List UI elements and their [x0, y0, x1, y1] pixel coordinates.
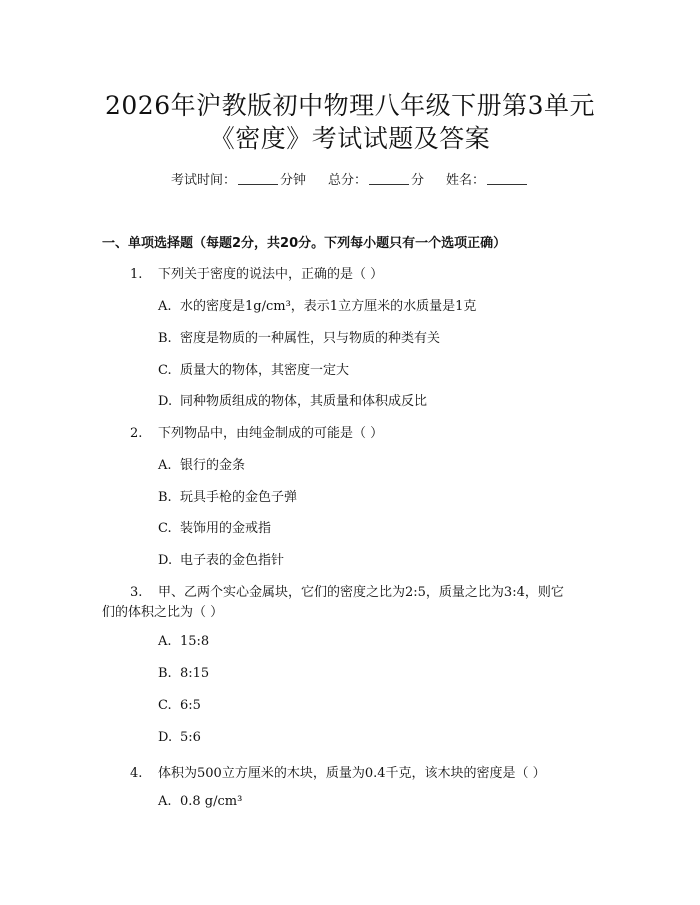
question-text: 体积为500立方厘米的木块，质量为0.4千克，该木块的密度是（ ）	[158, 766, 546, 781]
option-text: 水的密度是1g/cm³，表示1立方厘米的水质量是1克	[180, 299, 477, 314]
option-text: 5:6	[180, 730, 201, 745]
q2-option-a	[158, 454, 245, 473]
question-3	[130, 581, 564, 600]
option-letter: A.	[158, 634, 172, 649]
option-text: 密度是物质的一种属性，只与物质的种类有关	[180, 331, 441, 346]
option-text: 银行的金条	[180, 458, 246, 473]
q2-option-b	[158, 486, 297, 505]
option-letter: C.	[158, 698, 172, 713]
q4-option-a	[158, 794, 242, 809]
question-number: 3.	[130, 585, 143, 600]
option-text: 装饰用的金戒指	[180, 521, 272, 536]
q1-option-a	[158, 295, 476, 314]
q1-option-c	[158, 359, 349, 378]
question-1	[130, 263, 383, 282]
option-text: 0.8 g/cm³	[180, 794, 243, 809]
name-label: 姓名：	[446, 173, 486, 188]
document-title-line-1: 2026年沪教版初中物理八年级下册第3单元	[104, 91, 596, 120]
question-text: 下列物品中，由纯金制成的可能是（ ）	[158, 426, 384, 441]
option-letter: B.	[158, 331, 172, 346]
option-letter: D.	[158, 730, 173, 745]
option-letter: B.	[158, 490, 172, 505]
option-letter: C.	[158, 521, 172, 536]
option-text: 电子表的金色指针	[180, 553, 285, 568]
question-2	[130, 422, 383, 441]
q3-option-c	[158, 698, 201, 713]
option-letter: A.	[158, 458, 172, 473]
time-unit: 分钟	[279, 173, 306, 188]
option-letter: B.	[158, 666, 172, 681]
q1-option-b	[158, 327, 440, 346]
q3-option-d	[158, 730, 201, 745]
option-letter: A.	[158, 794, 172, 809]
q2-option-d	[158, 549, 284, 568]
score-unit: 分	[411, 173, 425, 188]
document-title-line-2: 《密度》考试试题及答案	[209, 124, 491, 153]
option-letter: D.	[158, 394, 173, 409]
question-4	[130, 762, 546, 781]
q3-option-b	[158, 666, 209, 681]
time-blank	[238, 183, 278, 185]
section-heading: 一、单项选择题（每题2分，共20分。下列每小题只有一个选项正确）	[102, 236, 507, 251]
score-label: 总分：	[327, 173, 367, 188]
option-letter: A.	[158, 299, 172, 314]
name-blank	[487, 183, 527, 185]
exam-meta-row	[0, 169, 700, 188]
option-text: 8:15	[180, 666, 210, 681]
q3-option-a	[158, 634, 209, 649]
option-text: 玩具手枪的金色子弹	[180, 490, 298, 505]
option-text: 6:5	[180, 698, 201, 713]
option-text: 质量大的物体，其密度一定大	[180, 363, 350, 378]
question-number: 1.	[130, 267, 143, 282]
q2-option-c	[158, 517, 271, 536]
score-blank	[369, 183, 409, 185]
q1-option-d	[158, 390, 427, 409]
question-3-continuation: 们的体积之比为（ ）	[102, 605, 224, 620]
question-text: 下列关于密度的说法中，正确的是（ ）	[158, 267, 384, 282]
question-text: 甲、乙两个实心金属块，它们的密度之比为2:5，质量之比为3:4，则它	[158, 585, 564, 600]
option-letter: D.	[158, 553, 173, 568]
option-letter: C.	[158, 363, 172, 378]
question-number: 2.	[130, 426, 143, 441]
option-text: 同种物质组成的物体，其质量和体积成反比	[180, 394, 428, 409]
time-label: 考试时间：	[170, 173, 236, 188]
question-number: 4.	[130, 766, 143, 781]
option-text: 15:8	[180, 634, 210, 649]
